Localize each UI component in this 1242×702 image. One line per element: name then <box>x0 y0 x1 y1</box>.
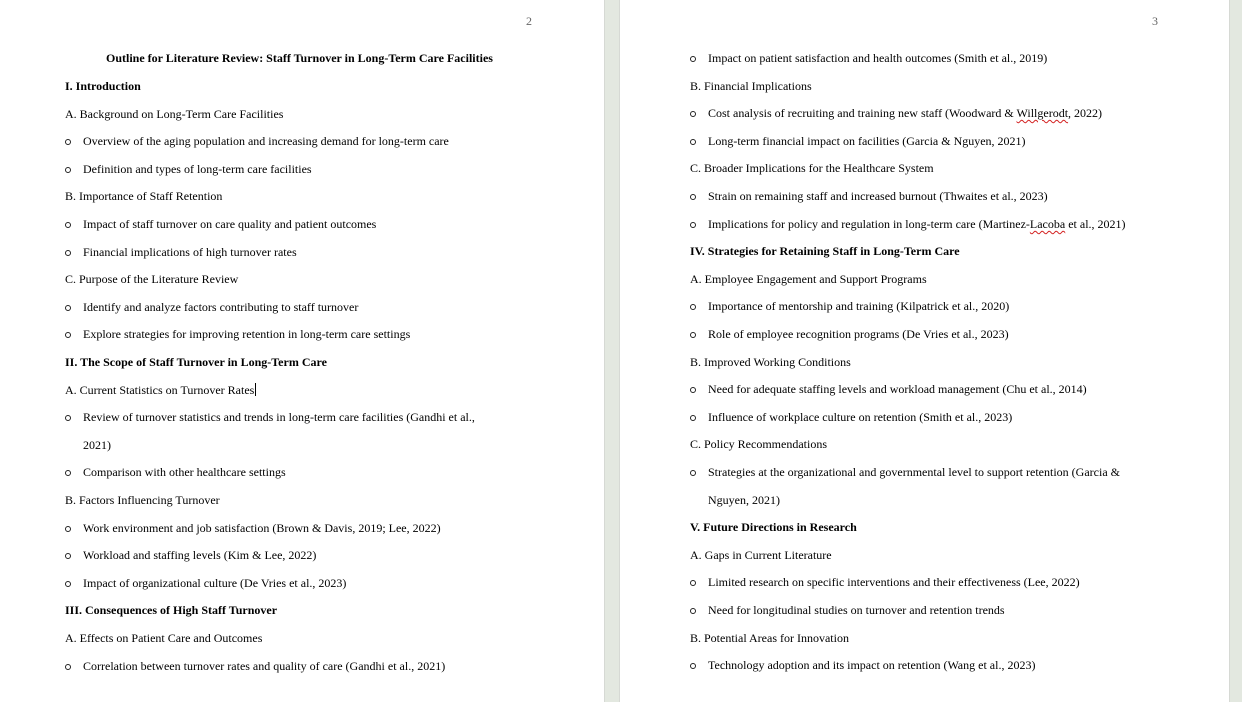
bullet-circle-icon <box>65 553 71 559</box>
bullet-item: Definition and types of long-term care facilities <box>83 162 312 176</box>
subsection-heading: B. Factors Influencing Turnover <box>65 493 220 507</box>
subsection-heading: A. Background on Long-Term Care Facilities <box>65 107 284 121</box>
bullet-item: Need for longitudinal studies on turnover and retention trends <box>708 603 1005 617</box>
spellcheck-flagged-word[interactable]: Lacoba <box>1029 217 1066 231</box>
document-page-3[interactable] <box>619 0 1230 702</box>
bullet-item: Influence of workplace culture on retention (Smith et al., 2023) <box>708 410 1013 424</box>
bullet-item: Impact of staff turnover on care quality and patient outcomes <box>83 217 377 231</box>
bullet-item: Review of turnover statistics and trends in long-term care facilities (Gandhi et al., <box>83 410 475 424</box>
text-cursor <box>255 383 256 396</box>
bullet-circle-icon <box>690 56 696 62</box>
spellcheck-flagged-word[interactable]: Willgerodt <box>1016 106 1069 120</box>
page-number: 3 <box>1152 14 1158 28</box>
subsection-heading: A. Gaps in Current Literature <box>690 548 832 562</box>
section-heading: III. Consequences of High Staff Turnover <box>65 603 278 617</box>
bullet-circle-icon <box>690 304 696 310</box>
bullet-circle-icon <box>65 167 71 173</box>
bullet-item: Workload and staffing levels (Kim & Lee, 2022) <box>83 548 317 562</box>
bullet-circle-icon <box>65 332 71 338</box>
bullet-circle-icon <box>690 111 696 117</box>
bullet-circle-icon <box>65 664 71 670</box>
bullet-circle-icon <box>690 139 696 145</box>
bullet-item: Cost analysis of recruiting and training new staff (Woodward & Willgerodt, 2022) <box>708 106 1103 120</box>
bullet-circle-icon <box>65 526 71 532</box>
bullet-item: Correlation between turnover rates and quality of care (Gandhi et al., 2021) <box>83 659 446 673</box>
bullet-item: Identify and analyze factors contributing to staff turnover <box>83 300 359 314</box>
subsection-heading: A. Current Statistics on Turnover Rates <box>65 383 255 397</box>
bullet-item: Implications for policy and regulation in long-term care (Martinez-Lacoba et al., 2021) <box>708 217 1126 231</box>
section-heading: II. The Scope of Staff Turnover in Long-Term Care <box>65 355 327 369</box>
subsection-heading: A. Effects on Patient Care and Outcomes <box>65 631 263 645</box>
bullet-item-continuation: 2021) <box>83 438 111 452</box>
section-heading: IV. Strategies for Retaining Staff in Long-Term Care <box>690 244 960 258</box>
subsection-heading: B. Improved Working Conditions <box>690 355 851 369</box>
bullet-circle-icon <box>690 415 696 421</box>
bullet-item: Financial implications of high turnover rates <box>83 245 297 259</box>
bullet-item-continuation: Nguyen, 2021) <box>708 493 780 507</box>
bullet-circle-icon <box>65 581 71 587</box>
subsection-heading: C. Broader Implications for the Healthcare System <box>690 161 934 175</box>
bullet-item: Impact of organizational culture (De Vries et al., 2023) <box>83 576 347 590</box>
subsection-heading: A. Employee Engagement and Support Programs <box>690 272 927 286</box>
bullet-circle-icon <box>690 387 696 393</box>
bullet-circle-icon <box>65 470 71 476</box>
bullet-circle-icon <box>65 250 71 256</box>
bullet-item: Importance of mentorship and training (Kilpatrick et al., 2020) <box>708 299 1010 313</box>
bullet-item: Limited research on specific interventions and their effectiveness (Lee, 2022) <box>708 575 1080 589</box>
bullet-item: Overview of the aging population and increasing demand for long-term care <box>83 134 449 148</box>
bullet-item: Work environment and job satisfaction (Brown & Davis, 2019; Lee, 2022) <box>83 521 441 535</box>
subsection-heading: B. Financial Implications <box>690 79 812 93</box>
bullet-item: Role of employee recognition programs (De Vries et al., 2023) <box>708 327 1009 341</box>
bullet-item: Strain on remaining staff and increased burnout (Thwaites et al., 2023) <box>708 189 1048 203</box>
section-heading: I. Introduction <box>65 79 141 93</box>
subsection-heading: B. Potential Areas for Innovation <box>690 631 849 645</box>
bullet-circle-icon <box>690 470 696 476</box>
bullet-circle-icon <box>690 608 696 614</box>
bullet-circle-icon <box>65 415 71 421</box>
bullet-circle-icon <box>690 332 696 338</box>
bullet-item: Strategies at the organizational and governmental level to support retention (Garcia & <box>708 465 1120 479</box>
bullet-circle-icon <box>690 222 696 228</box>
bullet-circle-icon <box>690 194 696 200</box>
section-heading: V. Future Directions in Research <box>690 520 857 534</box>
page-number: 2 <box>526 14 532 28</box>
bullet-circle-icon <box>65 139 71 145</box>
document-title: Outline for Literature Review: Staff Turnover in Long-Term Care Facilities <box>106 51 493 65</box>
bullet-circle-icon <box>690 663 696 669</box>
bullet-circle-icon <box>690 580 696 586</box>
bullet-circle-icon <box>65 222 71 228</box>
bullet-item: Need for adequate staffing levels and workload management (Chu et al., 2014) <box>708 382 1087 396</box>
subsection-heading: C. Policy Recommendations <box>690 437 827 451</box>
bullet-item: Comparison with other healthcare settings <box>83 465 286 479</box>
bullet-item: Technology adoption and its impact on retention (Wang et al., 2023) <box>708 658 1036 672</box>
bullet-item: Long-term financial impact on facilities (Garcia & Nguyen, 2021) <box>708 134 1026 148</box>
bullet-item: Explore strategies for improving retention in long-term care settings <box>83 327 411 341</box>
bullet-circle-icon <box>65 305 71 311</box>
subsection-heading: C. Purpose of the Literature Review <box>65 272 239 286</box>
document-page-2[interactable] <box>0 0 605 702</box>
bullet-item: Impact on patient satisfaction and health outcomes (Smith et al., 2019) <box>708 51 1048 65</box>
subsection-heading: B. Importance of Staff Retention <box>65 189 223 203</box>
